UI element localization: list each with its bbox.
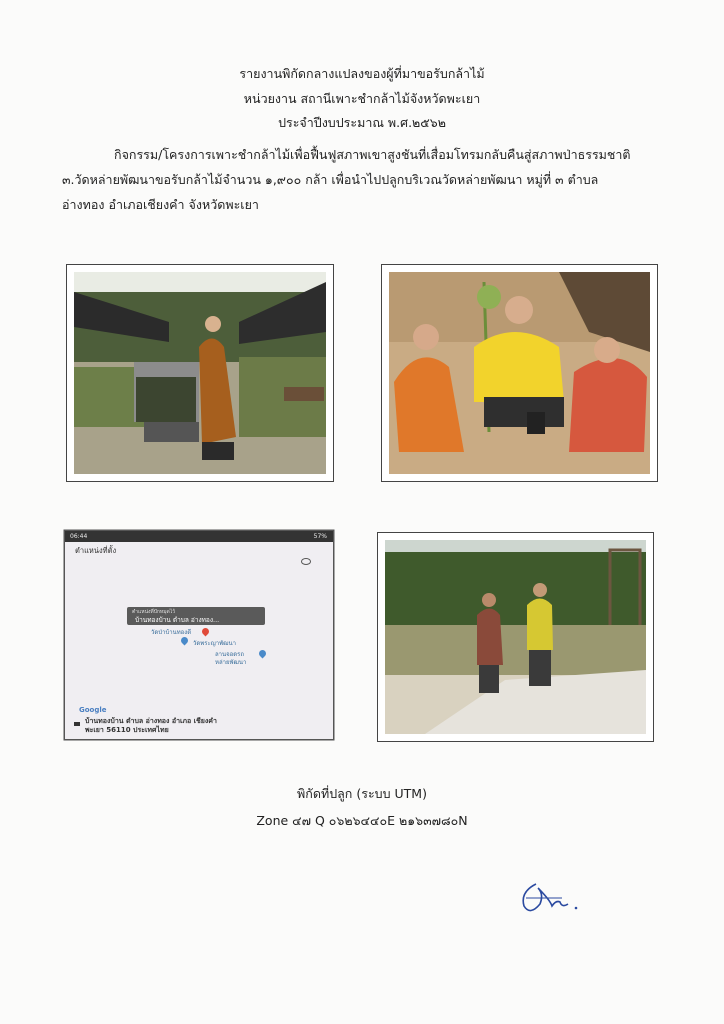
status-time: 06:44 (70, 533, 88, 540)
eye-icon (301, 558, 311, 565)
report-title: รายงานพิกัดกลางแปลงของผู้ที่มาขอรับกล้าไม้ (239, 66, 485, 81)
place-label-3b: หล่ายพัฒนา (215, 659, 247, 666)
photo-planting-site (377, 532, 654, 742)
google-logo: Google (79, 706, 107, 714)
status-battery: 57% (313, 533, 327, 540)
agency-line: หน่วยงาน สถานีเพาะชำกล้าไม้จังหวัดพะเยา (243, 90, 481, 106)
address-line-2: พะเยา 56110 ประเทศไทย (85, 726, 169, 734)
report-header (0, 62, 724, 136)
pin-popup (127, 607, 265, 625)
activity-line-3: อ่างทอง อำเภอเชียงคำ จังหวัดพะเยา (62, 197, 259, 212)
place-pin-icon (180, 636, 190, 646)
address-block (85, 717, 217, 735)
popup-label: ตำแหน่งที่ปักหมุดไว้ (132, 609, 176, 615)
address-line-1: บ้านทองบ้าน ตำบล อ่างทอง อำเภอ เชียงคำ (85, 717, 217, 725)
activity-paragraph (62, 142, 652, 217)
phone-status-bar (65, 531, 333, 542)
directions-icon (74, 722, 80, 726)
location-label: ตำแหน่งที่ตั้ง (75, 546, 117, 555)
place-label-3a: ลานจอดรถ (215, 651, 245, 658)
utm-coordinates: Zone ๔๗ Q ๐๖๒๖๔๔๐E ๒๑๖๓๗๘๐N (256, 813, 468, 828)
activity-line-2: ๓.วัดหล่ายพัฒนาขอรับกล้าไม้จำนวน ๑,๙๐๐ กล้า เพื่อนำไปปลูกบริเวณวัดหล่ายพัฒนา หมู่ที่ ๓ ตำบล (62, 172, 599, 187)
place-label-2: วัดพระญาพัฒนา (193, 640, 236, 647)
fiscal-year-line: ประจำปีงบประมาณ พ.ศ.๒๕๖๒ (278, 115, 446, 130)
place-label-1: วัดป่าบ้านทองดี (151, 629, 192, 636)
map-pin-icon (201, 627, 211, 637)
map-screenshot (65, 531, 333, 739)
parking-pin-icon (258, 649, 268, 659)
activity-line-1: กิจกรรม/โครงการเพาะชำกล้าไม้เพื่อฟื้นฟูสภาพเขาสูงชันที่เสื่อมโทรมกลับคืนสู่สภาพป่าธรรมชาติ (114, 147, 631, 162)
signature (516, 878, 586, 918)
utm-title: พิกัดที่ปลูก (ระบบ UTM) (297, 786, 427, 801)
photo-monk-seedlings (66, 264, 334, 482)
photo-planting-ceremony (381, 264, 658, 482)
popup-text: บ้านทองบ้าน ตำบล อ่างทอง... (135, 616, 220, 624)
